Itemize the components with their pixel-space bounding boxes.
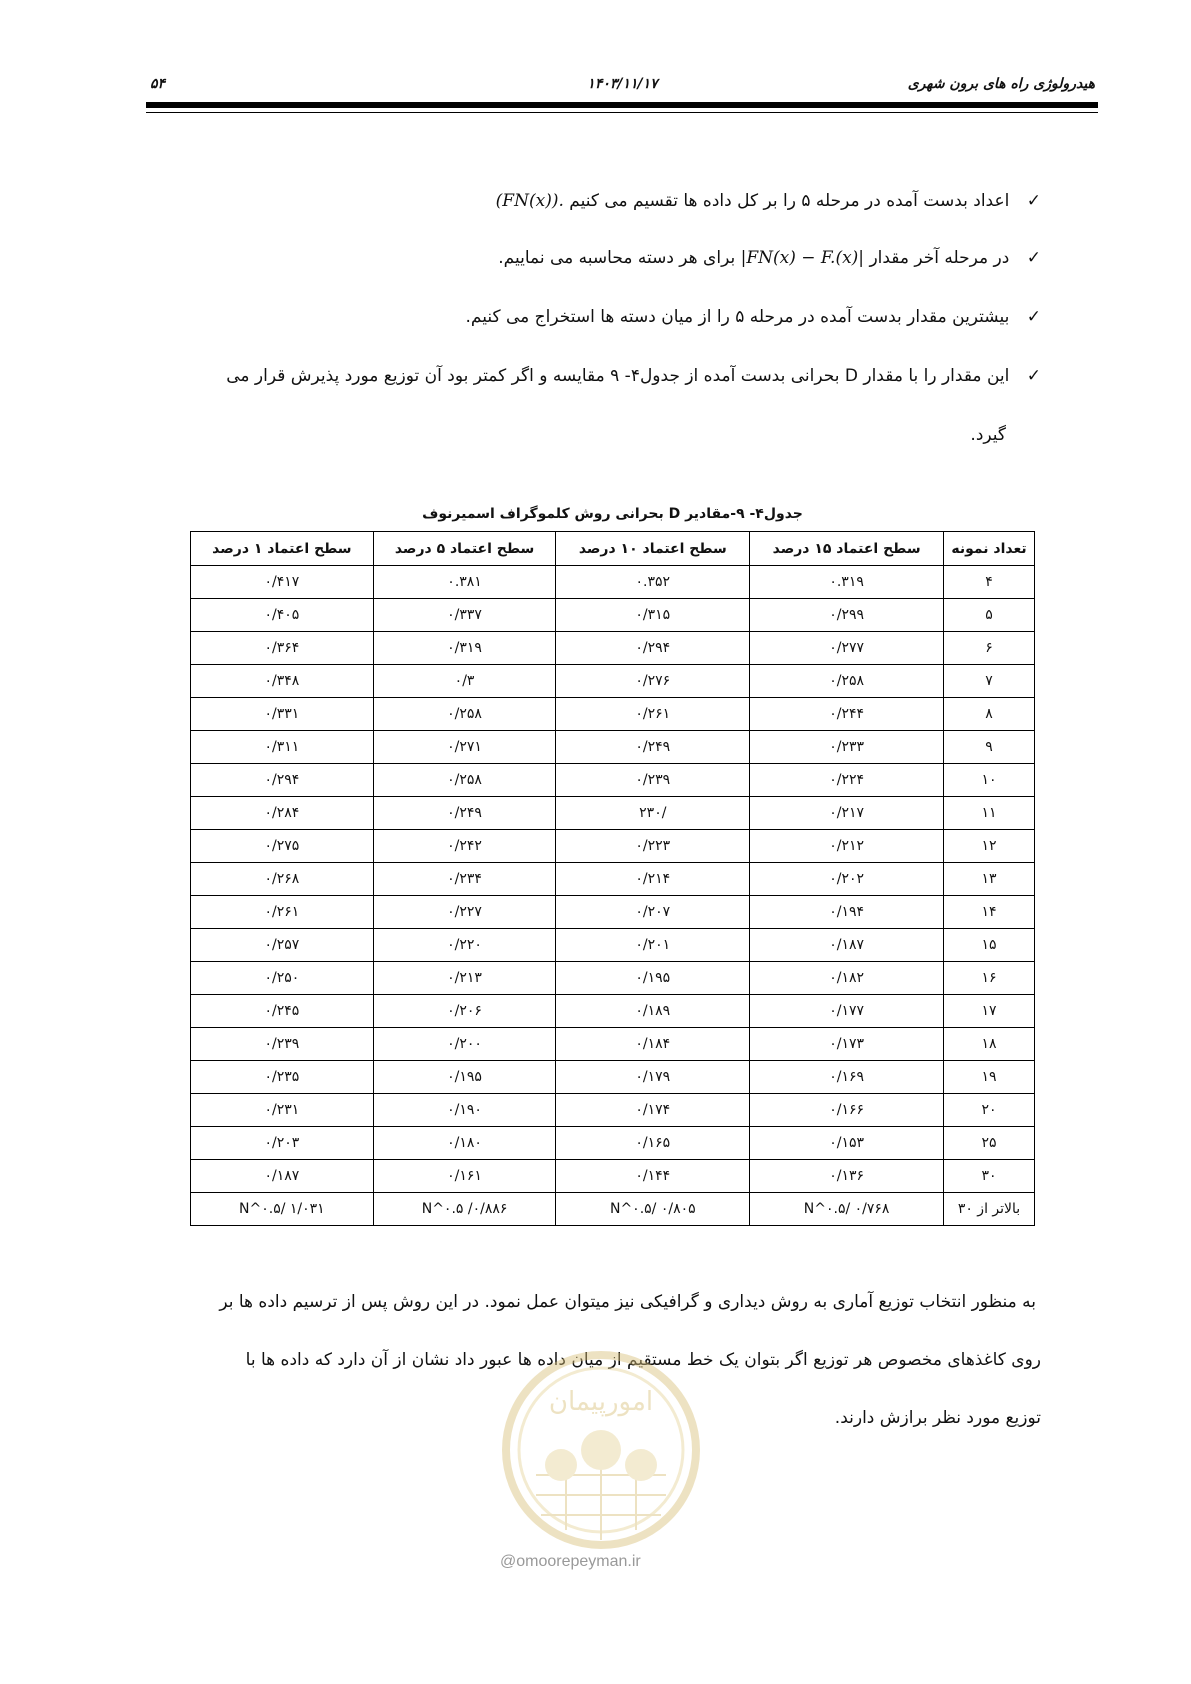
bullet-3-text: بیشترین مقدار بدست آمده در مرحله ۵ را از میان دسته ها استخراج می کنیم. bbox=[465, 307, 1010, 327]
closing-line-2: روی کاغذهای مخصوص هر توزیع اگر بتوان یک خط مستقیم از میان داده ها عبور داد نشان از آن دارد که داده ها با bbox=[245, 1350, 1041, 1370]
cell-critical-value: ۰/۲۴۹ bbox=[373, 797, 556, 830]
checkmark-icon: ✓ bbox=[1026, 191, 1041, 211]
cell-critical-value: ۰/۲۳۵ bbox=[191, 1061, 374, 1094]
header-rule-thin bbox=[146, 112, 1098, 113]
cell-critical-value: ۰/۲۷۷ bbox=[750, 632, 944, 665]
cell-critical-value: ۰/۲۱۷ bbox=[750, 797, 944, 830]
cell-critical-value: ۰/۲۷۱ bbox=[373, 731, 556, 764]
header-confidence-10: سطح اعتماد ۱۰ درصد bbox=[556, 532, 750, 566]
cell-critical-value: ۱/۰۳۱ /N^۰.۵ bbox=[191, 1193, 374, 1226]
cell-critical-value: ۰/۱۸۴ bbox=[556, 1028, 750, 1061]
cell-critical-value: ۰/۲۳۴ bbox=[373, 863, 556, 896]
cell-critical-value: ۰/۱۷۹ bbox=[556, 1061, 750, 1094]
cell-critical-value: ۰/۲۵۸ bbox=[750, 665, 944, 698]
cell-critical-value: ۰/۸۰۵ /N^۰.۵ bbox=[556, 1193, 750, 1226]
cell-critical-value: ۰/۲۲۴ bbox=[750, 764, 944, 797]
cell-critical-value: ۰/۱۸۷ bbox=[191, 1160, 374, 1193]
cell-critical-value: ۰/۳ bbox=[373, 665, 556, 698]
cell-critical-value: ۰/۳۴۸ bbox=[191, 665, 374, 698]
cell-sample-count: ۲۰ bbox=[944, 1094, 1035, 1127]
cell-critical-value: ۰/۴۰۵ bbox=[191, 599, 374, 632]
header-title: هیدرولوژی راه های برون شهری bbox=[907, 76, 1095, 92]
page-number: ۵۴ bbox=[150, 76, 166, 92]
table-row bbox=[191, 1193, 1035, 1226]
checkmark-icon: ✓ bbox=[1026, 366, 1041, 386]
cell-sample-count: ۱۰ bbox=[944, 764, 1035, 797]
cell-critical-value: ۰/۲۸۴ bbox=[191, 797, 374, 830]
table-row bbox=[191, 797, 1035, 830]
header-confidence-15: سطح اعتماد ۱۵ درصد bbox=[750, 532, 944, 566]
cell-sample-count: ۹ bbox=[944, 731, 1035, 764]
bullet-3 bbox=[466, 305, 1041, 329]
cell-critical-value: ۰/۱۹۴ bbox=[750, 896, 944, 929]
cell-critical-value: /۲۳۰ bbox=[556, 797, 750, 830]
cell-sample-count: ۱۸ bbox=[944, 1028, 1035, 1061]
cell-critical-value: ۰/۱۹۵ bbox=[556, 962, 750, 995]
table-row bbox=[191, 566, 1035, 599]
checkmark-icon: ✓ bbox=[1026, 248, 1041, 268]
cell-sample-count: ۱۷ bbox=[944, 995, 1035, 1028]
table-row bbox=[191, 1160, 1035, 1193]
cell-critical-value: ۰/۱۳۶ bbox=[750, 1160, 944, 1193]
cell-critical-value: ۰/۲۴۴ bbox=[750, 698, 944, 731]
header-confidence-5: سطح اعتماد ۵ درصد bbox=[373, 532, 556, 566]
table-row bbox=[191, 698, 1035, 731]
cell-critical-value: ۰/۱۷۷ bbox=[750, 995, 944, 1028]
cell-sample-count: بالاتر از ۳۰ bbox=[944, 1193, 1035, 1226]
critical-d-table bbox=[190, 531, 1035, 1226]
bullet-4-line-2: گیرد. bbox=[970, 425, 1006, 445]
cell-critical-value: ۰/۲۷۶ bbox=[556, 665, 750, 698]
cell-critical-value: ۰/۱۵۳ bbox=[750, 1127, 944, 1160]
bullet-4 bbox=[106, 364, 1041, 388]
cell-sample-count: ۷ bbox=[944, 665, 1035, 698]
bullet-1-text: اعداد بدست آمده در مرحله ۵ را بر کل داده ها تقسیم می کنیم bbox=[569, 191, 1010, 211]
cell-critical-value: ۰/۲۵۷ bbox=[191, 929, 374, 962]
header-sample-count: تعداد نمونه bbox=[944, 532, 1035, 566]
cell-sample-count: ۱۱ bbox=[944, 797, 1035, 830]
cell-critical-value: ۰/۴۱۷ bbox=[191, 566, 374, 599]
cell-critical-value: ۰/۲۳۱ bbox=[191, 1094, 374, 1127]
cell-sample-count: ۳۰ bbox=[944, 1160, 1035, 1193]
table-row bbox=[191, 1127, 1035, 1160]
cell-critical-value: ۰/۱۶۵ bbox=[556, 1127, 750, 1160]
bullet-2-post: برای هر دسته محاسبه می نماییم. bbox=[498, 248, 736, 268]
cell-critical-value: ۰/۲۵۸ bbox=[373, 698, 556, 731]
watermark-logo-text: امورپیمان bbox=[548, 1387, 654, 1417]
table-row bbox=[191, 1028, 1035, 1061]
cell-critical-value: ۰/۱۸۷ bbox=[750, 929, 944, 962]
cell-critical-value: ۰/۲۵۸ bbox=[373, 764, 556, 797]
cell-critical-value: ۰/۲۶۱ bbox=[556, 698, 750, 731]
cell-critical-value: ۰/۱۴۴ bbox=[556, 1160, 750, 1193]
cell-critical-value: ۰/۲۴۲ bbox=[373, 830, 556, 863]
table-row bbox=[191, 929, 1035, 962]
cell-critical-value: ۰/۱۸۰ bbox=[373, 1127, 556, 1160]
cell-critical-value: ۰/۱۹۵ bbox=[373, 1061, 556, 1094]
cell-critical-value: ۰/۲۰۰ bbox=[373, 1028, 556, 1061]
cell-critical-value: ۰/۳۳۱ bbox=[191, 698, 374, 731]
cell-critical-value: ۰/۲۲۳ bbox=[556, 830, 750, 863]
table-caption: جدول۴- ۹-مقادیر D بحرانی روش کلموگراف اسمیرنوف bbox=[422, 506, 803, 522]
cell-sample-count: ۱۵ bbox=[944, 929, 1035, 962]
cell-sample-count: ۱۹ bbox=[944, 1061, 1035, 1094]
table-header-row bbox=[191, 532, 1035, 566]
cell-critical-value: ۰/۲۶۱ bbox=[191, 896, 374, 929]
cell-critical-value: ۰/۲۷۵ bbox=[191, 830, 374, 863]
cell-critical-value: ۰/۱۸۹ bbox=[556, 995, 750, 1028]
bullet-4-line-1: این مقدار را با مقدار D بحرانی بدست آمده از جدول۴- ۹ مقایسه و اگر کمتر بود آن توزیع مورد پذیرش قرار می bbox=[226, 366, 1010, 386]
cell-critical-value: ۰/۱۸۲ bbox=[750, 962, 944, 995]
cell-critical-value: ۰.۳۸۱ bbox=[373, 566, 556, 599]
cell-critical-value: ۰/۳۱۵ bbox=[556, 599, 750, 632]
cell-sample-count: ۱۳ bbox=[944, 863, 1035, 896]
cell-critical-value: ۰/۲۵۰ bbox=[191, 962, 374, 995]
cell-sample-count: ۴ bbox=[944, 566, 1035, 599]
table-row bbox=[191, 1061, 1035, 1094]
cell-sample-count: ۱۲ bbox=[944, 830, 1035, 863]
table-row bbox=[191, 863, 1035, 896]
bullet-2-math: |FN(x) − F.(x)| bbox=[740, 248, 865, 268]
cell-critical-value: ۰/۱۶۹ bbox=[750, 1061, 944, 1094]
header-date: ۱۴۰۳/۱۱/۱۷ bbox=[587, 76, 658, 92]
table-row bbox=[191, 896, 1035, 929]
cell-critical-value: ۰/۲۱۲ bbox=[750, 830, 944, 863]
cell-critical-value: ۰.۳۵۲ bbox=[556, 566, 750, 599]
bullet-2 bbox=[498, 246, 1041, 270]
cell-critical-value: ۰/۲۴۹ bbox=[556, 731, 750, 764]
cell-critical-value: ۰/۲۲۰ bbox=[373, 929, 556, 962]
table-row bbox=[191, 1094, 1035, 1127]
cell-critical-value: ۰/۱۷۳ bbox=[750, 1028, 944, 1061]
cell-critical-value: ۰/۳۱۱ bbox=[191, 731, 374, 764]
bullet-1-math: (FN(x)). bbox=[495, 191, 564, 211]
table-row bbox=[191, 962, 1035, 995]
cell-critical-value: ۰/۲۰۳ bbox=[191, 1127, 374, 1160]
watermark-text: @omoorepeyman.ir bbox=[500, 1553, 641, 1570]
cell-sample-count: ۶ bbox=[944, 632, 1035, 665]
watermark-logo bbox=[486, 1335, 716, 1575]
cell-critical-value: ۰/۲۲۷ bbox=[373, 896, 556, 929]
cell-sample-count: ۲۵ bbox=[944, 1127, 1035, 1160]
bullet-2-pre: در مرحله آخر مقدار bbox=[869, 248, 1010, 268]
cell-critical-value: ۰/۲۳۹ bbox=[191, 1028, 374, 1061]
cell-critical-value: ۰/۲۹۴ bbox=[556, 632, 750, 665]
page-header bbox=[150, 76, 1095, 98]
cell-critical-value: ۰.۳۱۹ bbox=[750, 566, 944, 599]
table-row bbox=[191, 632, 1035, 665]
closing-line-3: توزیع مورد نظر برازش دارند. bbox=[834, 1408, 1041, 1428]
cell-critical-value: ۰/۱۶۶ bbox=[750, 1094, 944, 1127]
table-row bbox=[191, 731, 1035, 764]
table-row bbox=[191, 665, 1035, 698]
cell-critical-value: ۰/۲۱۳ bbox=[373, 962, 556, 995]
checkmark-icon: ✓ bbox=[1026, 307, 1041, 327]
cell-critical-value: ۰/۲۰۲ bbox=[750, 863, 944, 896]
cell-critical-value: ۰/۳۳۷ bbox=[373, 599, 556, 632]
table-row bbox=[191, 830, 1035, 863]
cell-sample-count: ۸ bbox=[944, 698, 1035, 731]
cell-critical-value: ۰/۲۱۴ bbox=[556, 863, 750, 896]
cell-critical-value: ۰/۲۹۴ bbox=[191, 764, 374, 797]
cell-sample-count: ۱۶ bbox=[944, 962, 1035, 995]
cell-critical-value: ۰/۲۶۸ bbox=[191, 863, 374, 896]
header-confidence-1: سطح اعتماد ۱ درصد bbox=[191, 532, 374, 566]
cell-critical-value: ۰/۲۳۹ bbox=[556, 764, 750, 797]
cell-critical-value: ۰/۲۰۱ bbox=[556, 929, 750, 962]
cell-critical-value: ۰/۳۱۹ bbox=[373, 632, 556, 665]
table-row bbox=[191, 599, 1035, 632]
table-row bbox=[191, 764, 1035, 797]
cell-critical-value: ۰/۱۷۴ bbox=[556, 1094, 750, 1127]
bullet-4-cont bbox=[970, 423, 1006, 447]
cell-sample-count: ۱۴ bbox=[944, 896, 1035, 929]
cell-critical-value: ۰/۲۹۹ bbox=[750, 599, 944, 632]
cell-critical-value: ۰/۲۴۵ bbox=[191, 995, 374, 1028]
cell-critical-value: ۰/۱۶۱ bbox=[373, 1160, 556, 1193]
cell-critical-value: ۰/۸۸۶/ N^۰.۵ bbox=[373, 1193, 556, 1226]
cell-critical-value: ۰/۱۹۰ bbox=[373, 1094, 556, 1127]
cell-critical-value: ۰/۷۶۸ /N^۰.۵ bbox=[750, 1193, 944, 1226]
cell-critical-value: ۰/۲۰۶ bbox=[373, 995, 556, 1028]
cell-critical-value: ۰/۲۰۷ bbox=[556, 896, 750, 929]
closing-line-1: به منظور انتخاب توزیع آماری به روش دیداری و گرافیکی نیز میتوان عمل نمود. در این روش پس از ترسیم داده ها بر bbox=[219, 1292, 1036, 1312]
cell-critical-value: ۰/۲۳۳ bbox=[750, 731, 944, 764]
bullet-1 bbox=[496, 189, 1041, 213]
cell-sample-count: ۵ bbox=[944, 599, 1035, 632]
table-row bbox=[191, 995, 1035, 1028]
header-rule-thick bbox=[146, 102, 1098, 108]
cell-critical-value: ۰/۳۶۴ bbox=[191, 632, 374, 665]
